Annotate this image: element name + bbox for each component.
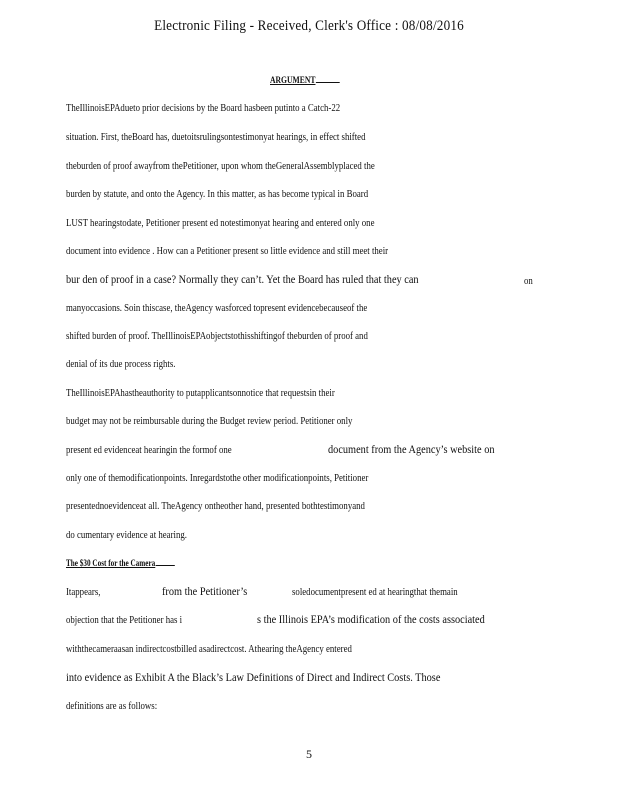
body-line: definitions are as follows: [66, 700, 158, 712]
body-line-fragment: soledocumentpresent ed at hearingthat themain [292, 586, 458, 598]
body-line: only one of themodificationpoints. Inregardstothe other modificationpoints, Petitioner [66, 472, 369, 484]
body-line: Itappears, [66, 586, 101, 598]
heading-text: ARGUMENT [270, 75, 316, 85]
subsection-heading-camera-cost [66, 557, 174, 568]
body-line: presentednoevidenceat all. TheAgency ontheother hand, presented bothtestimonyand [66, 500, 365, 512]
body-line-fragment: on [524, 275, 533, 287]
body-line: objection that the Petitioner has i [66, 614, 183, 626]
body-line: do cumentary evidence at hearing. [66, 529, 187, 541]
page-number: 5 [306, 747, 312, 761]
body-line: burden by statute, and onto the Agency. In this matter, as has become typical in Board [66, 188, 369, 200]
body-line: into evidence as Exhibit A the Black’s Law Definitions of Direct and Indirect Costs. Those [66, 670, 441, 684]
body-line: budget may not be reimbursable during the Budget review period. Petitioner only [66, 415, 353, 427]
body-line-fragment: s the Illinois EPA’s modification of the costs associated [257, 612, 485, 626]
body-line: TheIllinoisEPAdueto prior decisions by the Board hasbeen putinto a Catch-22 [66, 102, 341, 114]
body-line: TheIllinoisEPAhastheauthority to putapplicantsonnotice that requestsin their [66, 387, 335, 399]
filing-stamp-header: Electronic Filing - Received, Clerk's Office : 08/08/2016 [154, 18, 464, 34]
body-line: withthecameraasan indirectcostbilled asadirectcost. Athearing theAgency entered [66, 643, 352, 655]
body-line: situation. First, theBoard has, duetoitsrulingsontestimonyat hearings, in effect shifted [66, 131, 366, 143]
body-line: theburden of proof awayfrom thePetitioner, upon whom theGeneralAssemblyplaced the [66, 160, 375, 172]
section-heading-argument [270, 74, 339, 85]
subheading-text: The $30 Cost for the Camera [66, 558, 156, 568]
body-line: LUST hearingstodate, Petitioner present ed notestimonyat hearing and entered only one [66, 217, 375, 229]
body-line: shifted burden of proof. TheIllinoisEPAobjectstothisshiftingof theburden of proof and [66, 330, 368, 342]
body-line-fragment: from the Petitioner’s [162, 584, 248, 598]
heading-underline-tail [315, 74, 339, 83]
body-line: present ed evidenceat hearingin the formof one [66, 444, 232, 456]
body-line: bur den of proof in a case? Normally they can’t. Yet the Board has ruled that they can [66, 272, 419, 286]
body-line: document into evidence . How can a Petitioner present so little evidence and still meet their [66, 245, 389, 257]
body-line: denial of its due process rights. [66, 358, 176, 370]
body-line: manyoccasions. Soin thiscase, theAgency wasforced topresent evidencebecauseof the [66, 302, 368, 314]
body-line-fragment: document from the Agency’s website on [328, 442, 495, 456]
subheading-underline-tail [155, 557, 174, 566]
